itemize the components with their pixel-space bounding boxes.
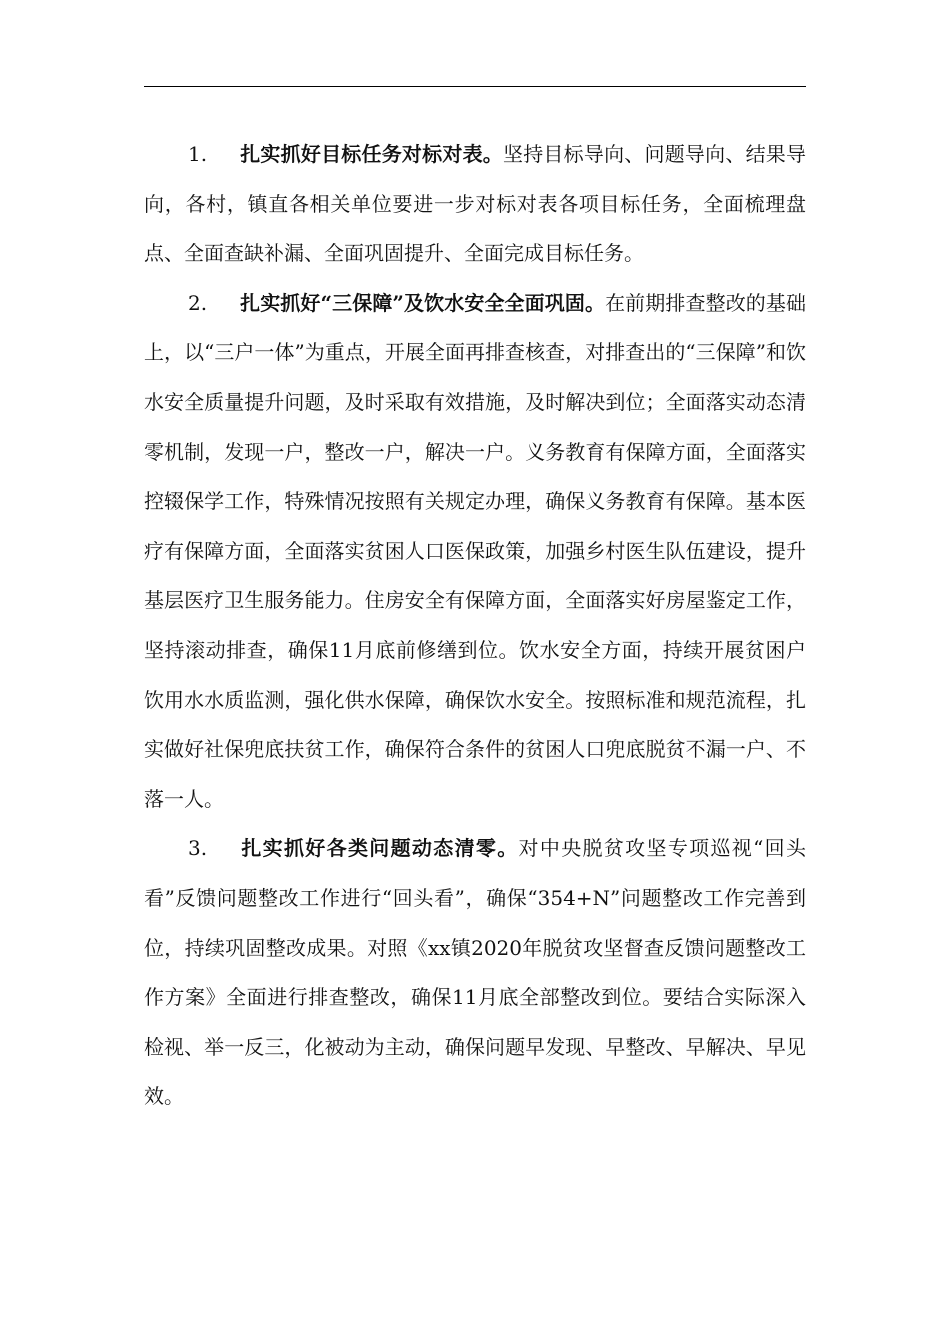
paragraph-heading: 扎实抓好各类问题动态清零。 [240, 836, 519, 861]
document-body [144, 130, 806, 1122]
paragraph-text: 在前期排查整改的基础上，以“三户一体”为重点，开展全面再排查核查，对排查出的“三保障”和饮水安全质量提升问题，及时采取有效措施，及时解决到位；全面落实动态清零机制，发现一户，整改一户，解决一户。义务教育有保障方面，全面落实控辍保学工作，特殊情况按照有关规定办理，确保义务教育有保障。基本医疗有保障方面，全面落实贫困人口医保政策，加强乡村医生队伍建设，提升基层医疗卫生服务能力。住房安全有保障方面，全面落实好房屋鉴定工作，坚持滚动排查，确保11月底前修缮到位。饮水安全方面，持续开展贫困户饮用水水质监测，强化供水保障，确保饮水安全。按照标准和规范流程，扎实做好社保兜底扶贫工作，确保符合条件的贫困人口兜底脱贫不漏一户、不落一人。 [144, 290, 807, 811]
paragraph-1 [144, 130, 806, 279]
paragraph-text: 坚持目标导向、问题导向、结果导向，各村，镇直各相关单位要进一步对标对表各项目标任务，全面梳理盘点、全面查缺补漏、全面巩固提升、全面完成目标任务。 [144, 142, 806, 266]
paragraph-number: 2. [188, 290, 208, 315]
paragraph-number: 1. [188, 142, 208, 166]
paragraph-3 [144, 824, 806, 1122]
paragraph-number: 3. [188, 836, 208, 861]
header-rule [144, 86, 806, 87]
paragraph-heading: 扎实抓好“三保障”及饮水安全全面巩固。 [240, 290, 606, 315]
paragraph-text: 对中央脱贫攻坚专项巡视“回头看”反馈问题整改工作进行“回头看”，确保“354+N”问题整改工作完善到位，持续巩固整改成果。对照《xx镇2020年脱贫攻坚督查反馈问题整改工作方案》全面进行排查整改，确保11月底全部整改到位。要结合实际深入检视、举一反三，化被动为主动，确保问题早发现、早整改、早解决、早见效。 [144, 836, 806, 1109]
paragraph-2 [144, 279, 806, 825]
paragraph-heading: 扎实抓好目标任务对标对表。 [240, 142, 503, 166]
